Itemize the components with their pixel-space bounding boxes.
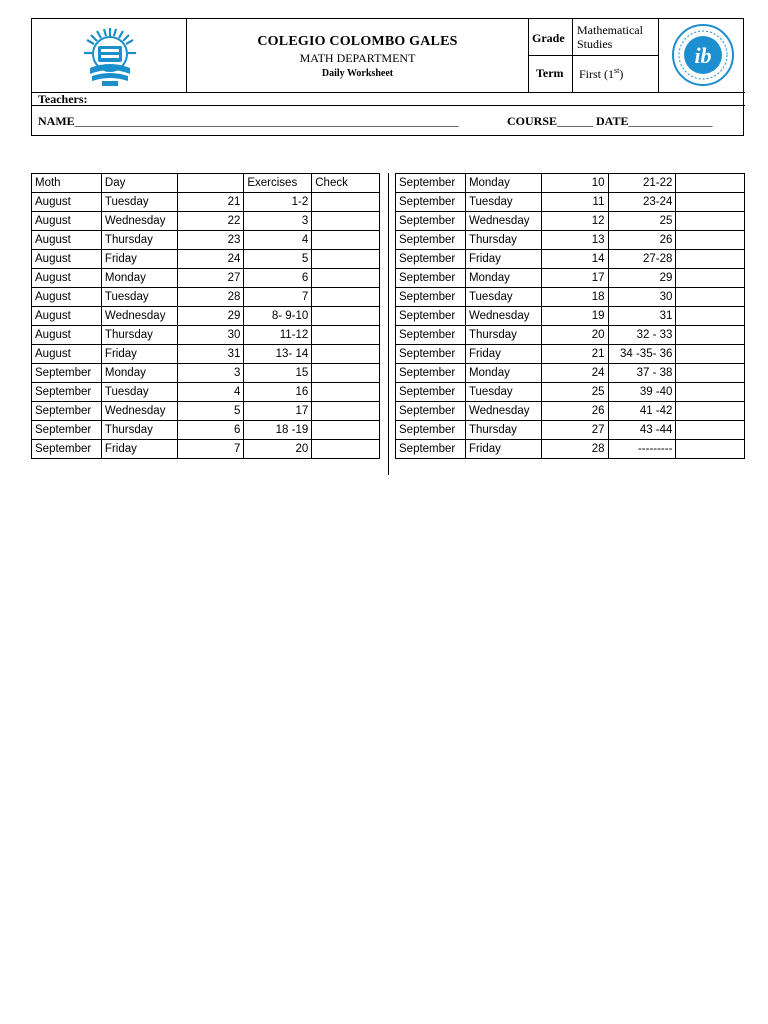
grade-value-line2: Studies	[577, 37, 613, 51]
table-row	[32, 269, 380, 288]
schedule-table-left	[31, 173, 380, 459]
day-cell: Monday	[101, 364, 177, 383]
course-label: COURSE	[507, 114, 558, 128]
grade-label-cell	[529, 19, 573, 56]
day-cell: Monday	[101, 269, 177, 288]
teachers-row	[32, 92, 745, 106]
month-cell: September	[396, 288, 466, 307]
check-cell[interactable]	[676, 345, 745, 364]
title-block	[187, 19, 529, 92]
exercises-cell: 34 -35- 36	[608, 345, 676, 364]
table-row	[396, 383, 745, 402]
date-cell: 4	[177, 383, 244, 402]
date-cell: 25	[541, 383, 608, 402]
date-label: DATE	[596, 114, 629, 128]
table-row	[32, 383, 380, 402]
month-cell: September	[396, 326, 466, 345]
name-course-date-row	[32, 106, 745, 136]
course-blank-line[interactable]: ______	[557, 114, 594, 128]
header-month: Moth	[32, 174, 102, 193]
table-row	[32, 231, 380, 250]
check-cell[interactable]	[312, 250, 380, 269]
date-cell: 28	[541, 440, 608, 459]
check-cell[interactable]	[676, 383, 745, 402]
exercises-cell: 26	[608, 231, 676, 250]
table-header-row	[32, 174, 380, 193]
check-cell[interactable]	[676, 250, 745, 269]
check-cell[interactable]	[312, 307, 380, 326]
day-cell: Wednesday	[465, 212, 541, 231]
date-cell: 22	[177, 212, 244, 231]
check-cell[interactable]	[676, 212, 745, 231]
day-cell: Friday	[465, 440, 541, 459]
date-cell: 18	[541, 288, 608, 307]
date-cell: 11	[541, 193, 608, 212]
day-cell: Thursday	[101, 326, 177, 345]
date-cell: 6	[177, 421, 244, 440]
table-row	[396, 402, 745, 421]
name-blank-line[interactable]: ________________________________________________________________	[74, 114, 459, 128]
month-cell: September	[396, 345, 466, 364]
check-cell[interactable]	[312, 269, 380, 288]
day-cell: Tuesday	[465, 193, 541, 212]
date-cell: 17	[541, 269, 608, 288]
exercises-cell: 16	[244, 383, 312, 402]
table-row	[396, 212, 745, 231]
table-row	[32, 345, 380, 364]
table-row	[32, 402, 380, 421]
date-cell: 29	[177, 307, 244, 326]
header-day: Day	[101, 174, 177, 193]
day-cell: Thursday	[465, 231, 541, 250]
check-cell[interactable]	[312, 288, 380, 307]
exercises-cell: 11-12	[244, 326, 312, 345]
day-cell: Tuesday	[465, 288, 541, 307]
date-cell: 12	[541, 212, 608, 231]
month-cell: September	[396, 440, 466, 459]
check-cell[interactable]	[676, 288, 745, 307]
exercises-cell: 1-2	[244, 193, 312, 212]
date-cell: 10	[541, 174, 608, 193]
exercises-cell: 27-28	[608, 250, 676, 269]
date-cell: 27	[541, 421, 608, 440]
table-row	[396, 440, 745, 459]
exercises-cell: 6	[244, 269, 312, 288]
day-cell: Tuesday	[101, 383, 177, 402]
table-row	[32, 421, 380, 440]
check-cell[interactable]	[676, 440, 745, 459]
exercises-cell: 25	[608, 212, 676, 231]
exercises-cell: 3	[244, 212, 312, 231]
month-cell: September	[396, 307, 466, 326]
exercises-cell: 7	[244, 288, 312, 307]
school-name: COLEGIO COLOMBO GALES	[257, 34, 458, 49]
date-cell: 20	[541, 326, 608, 345]
table-row	[32, 307, 380, 326]
day-cell: Monday	[465, 364, 541, 383]
date-cell: 26	[541, 402, 608, 421]
term-label: Term	[536, 66, 564, 80]
exercises-cell: 20	[244, 440, 312, 459]
check-cell[interactable]	[676, 307, 745, 326]
worksheet-title: Daily Worksheet	[321, 68, 394, 79]
table-row	[32, 193, 380, 212]
exercises-cell: 18 -19	[244, 421, 312, 440]
day-cell: Tuesday	[101, 193, 177, 212]
grade-value-cell	[573, 19, 659, 56]
month-cell: August	[32, 231, 102, 250]
date-cell: 5	[177, 402, 244, 421]
month-cell: September	[396, 250, 466, 269]
month-cell: September	[396, 193, 466, 212]
month-cell: August	[32, 326, 102, 345]
date-cell: 31	[177, 345, 244, 364]
check-cell[interactable]	[676, 402, 745, 421]
exercises-cell: 15	[244, 364, 312, 383]
course-date-fields[interactable]	[507, 114, 712, 129]
month-cell: August	[32, 345, 102, 364]
exercises-cell: 37 - 38	[608, 364, 676, 383]
check-cell[interactable]	[676, 364, 745, 383]
exercises-cell: 29	[608, 269, 676, 288]
svg-text:ib: ib	[694, 43, 712, 68]
month-cell: September	[396, 364, 466, 383]
term-value-text: First (1	[579, 67, 615, 81]
worksheet-header	[31, 18, 744, 136]
day-cell: Friday	[465, 250, 541, 269]
month-cell: September	[396, 269, 466, 288]
day-cell: Wednesday	[101, 212, 177, 231]
day-cell: Thursday	[101, 421, 177, 440]
day-cell: Friday	[101, 345, 177, 364]
month-cell: September	[32, 440, 102, 459]
day-cell: Thursday	[465, 326, 541, 345]
exercises-cell: 21-22	[608, 174, 676, 193]
day-cell: Monday	[465, 174, 541, 193]
table-row	[396, 345, 745, 364]
month-cell: September	[32, 364, 102, 383]
exercises-cell: 43 -44	[608, 421, 676, 440]
table-row	[396, 174, 745, 193]
exercises-cell: ---------	[608, 440, 676, 459]
exercises-cell: 23-24	[608, 193, 676, 212]
day-cell: Thursday	[101, 231, 177, 250]
day-cell: Friday	[101, 250, 177, 269]
day-cell: Wednesday	[465, 307, 541, 326]
check-cell[interactable]	[676, 326, 745, 345]
check-cell[interactable]	[676, 231, 745, 250]
school-crest-icon	[78, 24, 142, 88]
check-cell[interactable]	[312, 383, 380, 402]
date-cell: 13	[541, 231, 608, 250]
month-cell: September	[396, 174, 466, 193]
exercises-cell: 4	[244, 231, 312, 250]
schedule-table-right	[395, 173, 745, 459]
day-cell: Thursday	[465, 421, 541, 440]
date-cell: 23	[177, 231, 244, 250]
term-value	[579, 66, 623, 82]
month-cell: August	[32, 269, 102, 288]
month-cell: September	[396, 402, 466, 421]
ib-logo-icon	[671, 23, 735, 87]
school-logo-cell	[32, 19, 187, 92]
table-row	[32, 288, 380, 307]
exercises-cell: 32 - 33	[608, 326, 676, 345]
grade-label: Grade	[532, 31, 565, 45]
day-cell: Wednesday	[101, 402, 177, 421]
table-row	[396, 288, 745, 307]
date-cell: 24	[177, 250, 244, 269]
table-divider	[388, 173, 389, 475]
month-cell: September	[32, 421, 102, 440]
table-row	[396, 250, 745, 269]
check-cell[interactable]	[312, 402, 380, 421]
check-cell[interactable]	[312, 212, 380, 231]
table-row	[32, 364, 380, 383]
term-value-cell	[573, 56, 659, 92]
day-cell: Wednesday	[465, 402, 541, 421]
table-row	[396, 307, 745, 326]
exercises-cell: 8- 9-10	[244, 307, 312, 326]
check-cell[interactable]	[312, 231, 380, 250]
day-cell: Wednesday	[101, 307, 177, 326]
check-cell[interactable]	[676, 269, 745, 288]
header-check: Check	[312, 174, 380, 193]
month-cell: September	[32, 383, 102, 402]
date-cell: 19	[541, 307, 608, 326]
month-cell: September	[396, 421, 466, 440]
table-row	[396, 193, 745, 212]
date-cell: 14	[541, 250, 608, 269]
month-cell: September	[396, 212, 466, 231]
day-cell: Tuesday	[101, 288, 177, 307]
name-field[interactable]	[38, 114, 459, 129]
grade-value-line1: Mathematical	[577, 23, 643, 37]
check-cell[interactable]	[312, 364, 380, 383]
table-row	[396, 421, 745, 440]
check-cell[interactable]	[312, 421, 380, 440]
term-value-close: )	[619, 67, 624, 81]
term-value-superscript: st	[614, 66, 620, 75]
exercises-cell: 41 -42	[608, 402, 676, 421]
exercises-cell: 39 -40	[608, 383, 676, 402]
term-label-cell	[529, 56, 573, 92]
check-cell[interactable]	[312, 440, 380, 459]
table-row	[32, 440, 380, 459]
teachers-label: Teachers:	[38, 92, 88, 106]
day-cell: Monday	[465, 269, 541, 288]
table-row	[396, 326, 745, 345]
check-cell[interactable]	[676, 193, 745, 212]
exercises-cell: 30	[608, 288, 676, 307]
check-cell[interactable]	[676, 421, 745, 440]
date-cell: 30	[177, 326, 244, 345]
month-cell: September	[32, 402, 102, 421]
month-cell: August	[32, 212, 102, 231]
check-cell[interactable]	[676, 174, 745, 193]
month-cell: August	[32, 193, 102, 212]
exercises-cell: 13- 14	[244, 345, 312, 364]
header-date	[177, 174, 244, 193]
date-cell: 21	[177, 193, 244, 212]
check-cell[interactable]	[312, 193, 380, 212]
date-cell: 7	[177, 440, 244, 459]
date-cell: 21	[541, 345, 608, 364]
month-cell: August	[32, 307, 102, 326]
header-exercises: Exercises	[244, 174, 312, 193]
day-cell: Tuesday	[465, 383, 541, 402]
table-row	[32, 326, 380, 345]
day-cell: Friday	[465, 345, 541, 364]
date-cell: 24	[541, 364, 608, 383]
name-label: NAME	[38, 114, 75, 128]
exercises-cell: 5	[244, 250, 312, 269]
date-cell: 27	[177, 269, 244, 288]
month-cell: September	[396, 383, 466, 402]
day-cell: Friday	[101, 440, 177, 459]
date-cell: 3	[177, 364, 244, 383]
check-cell[interactable]	[312, 345, 380, 364]
table-row	[396, 269, 745, 288]
date-cell: 28	[177, 288, 244, 307]
month-cell: September	[396, 231, 466, 250]
department-name: MATH DEPARTMENT	[299, 51, 416, 65]
table-row	[32, 250, 380, 269]
exercises-cell: 31	[608, 307, 676, 326]
exercises-cell: 17	[244, 402, 312, 421]
date-blank-line[interactable]: ______________	[628, 114, 713, 128]
check-cell[interactable]	[312, 326, 380, 345]
month-cell: August	[32, 250, 102, 269]
table-row	[32, 212, 380, 231]
month-cell: August	[32, 288, 102, 307]
ib-logo-cell	[659, 19, 745, 92]
table-row	[396, 364, 745, 383]
table-row	[396, 231, 745, 250]
